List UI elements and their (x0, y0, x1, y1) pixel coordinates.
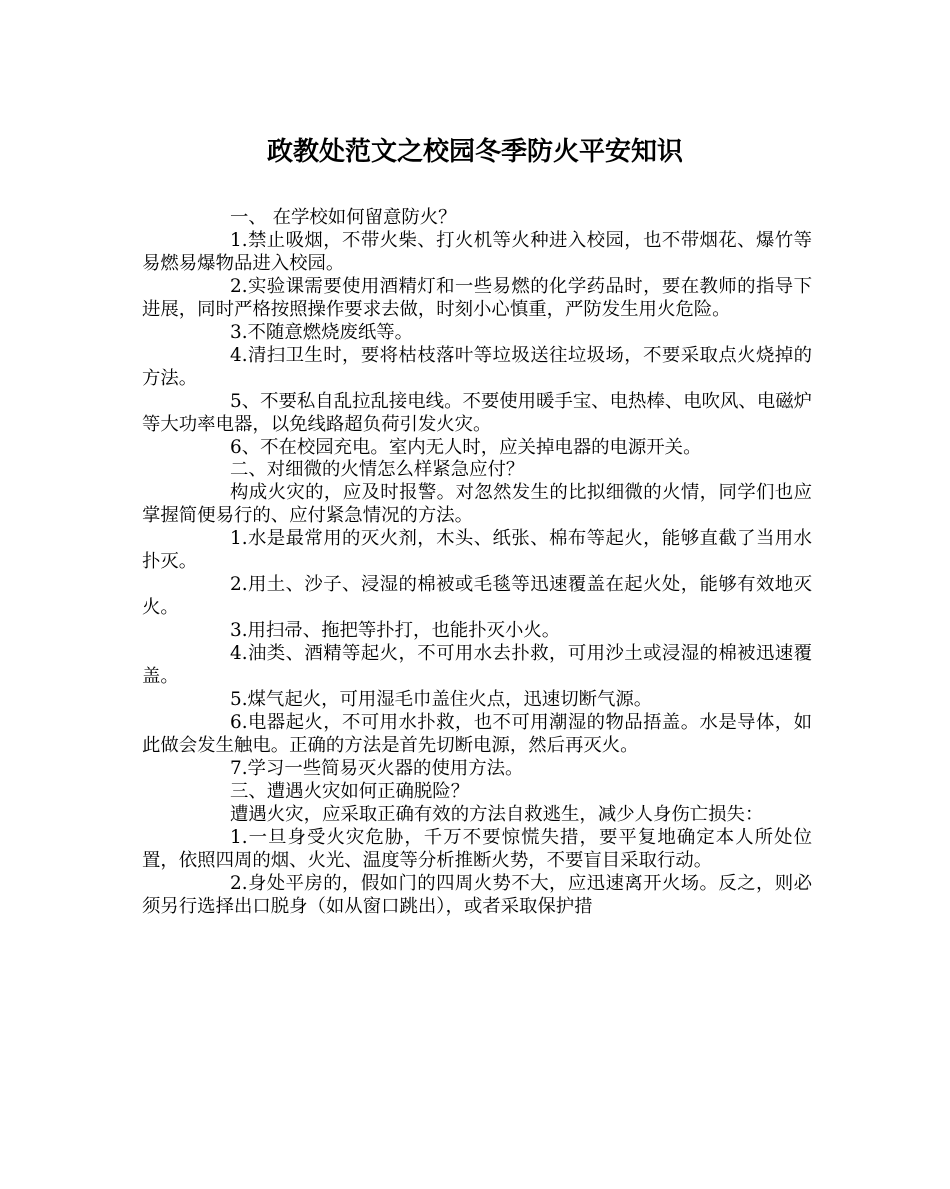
paragraph: 遭遇火灾，应采取正确有效的方法自救逃生，减少人身伤亡损失： (230, 803, 764, 825)
paragraph: 1.一旦身受火灾危胁，千万不要惊慌失措，要平复地确定本人所处位置，依照四周的烟、火光、温度等分析推断火势，不要盲目采取行动。 (142, 826, 812, 871)
paragraph: 5、不要私自乱拉乱接电线。不要使用暖手宝、电热棒、电吹风、电磁炉等大功率电器，以免线路超负荷引发火灾。 (142, 390, 812, 435)
paragraph: 6.电器起火，不可用水扑救，也不可用潮湿的物品捂盖。水是导体，如此做会发生触电。正确的方法是首先切断电源，然后再灭火。 (142, 711, 812, 756)
paragraph: 3.不随意燃烧废纸等。 (230, 321, 414, 343)
paragraph: 1.水是最常用的灭火剂，木头、纸张、棉布等起火，能够直截了当用水扑灭。 (142, 528, 812, 573)
paragraph: 1.禁止吸烟，不带火柴、打火机等火种进入校园，也不带烟花、爆竹等易燃易爆物品进入校园。 (142, 229, 812, 274)
paragraph: 2.身处平房的，假如门的四周火势不大，应迅速离开火场。反之，则必须另行选择出口脱身（如从窗口跳出），或者采取保护措 (142, 872, 812, 917)
paragraph: 2.实验课需要使用酒精灯和一些易燃的化学药品时，要在教师的指导下进展，同时严格按照操作要求去做，时刻小心慎重，严防发生用火危险。 (142, 275, 812, 320)
document-body (142, 207, 812, 919)
heading-section-2: 二、对细微的火情怎么样紧急应付？ (230, 459, 525, 481)
paragraph: 4.油类、酒精等起火，不可用水去扑救，可用沙土或浸湿的棉被迅速覆盖。 (142, 643, 812, 688)
document-title: 政教处范文之校园冬季防火平安知识 (266, 137, 683, 167)
heading-section-3: 三、遭遇火灾如何正确脱险？ (230, 780, 470, 802)
paragraph: 4.清扫卫生时，要将枯枝落叶等垃圾送往垃圾场，不要采取点火烧掉的方法。 (142, 344, 812, 389)
paragraph: 2.用土、沙子、浸湿的棉被或毛毯等迅速覆盖在起火处，能够有效地灭火。 (142, 574, 812, 619)
paragraph: 构成火灾的，应及时报警。对忽然发生的比拟细微的火情，同学们也应掌握简便易行的、应付紧急情况的方法。 (142, 482, 812, 527)
paragraph: 6、不在校园充电。室内无人时，应关掉电器的电源开关。 (230, 436, 702, 458)
paragraph: 3.用扫帚、拖把等扑打，也能扑灭小火。 (230, 620, 561, 642)
paragraph: 5.煤气起火，可用湿毛巾盖住火点，迅速切断气源。 (230, 689, 653, 711)
heading-section-1: 一、 在学校如何留意防火？ (230, 207, 457, 228)
paragraph: 7.学习一些简易灭火器的使用方法。 (230, 757, 524, 779)
